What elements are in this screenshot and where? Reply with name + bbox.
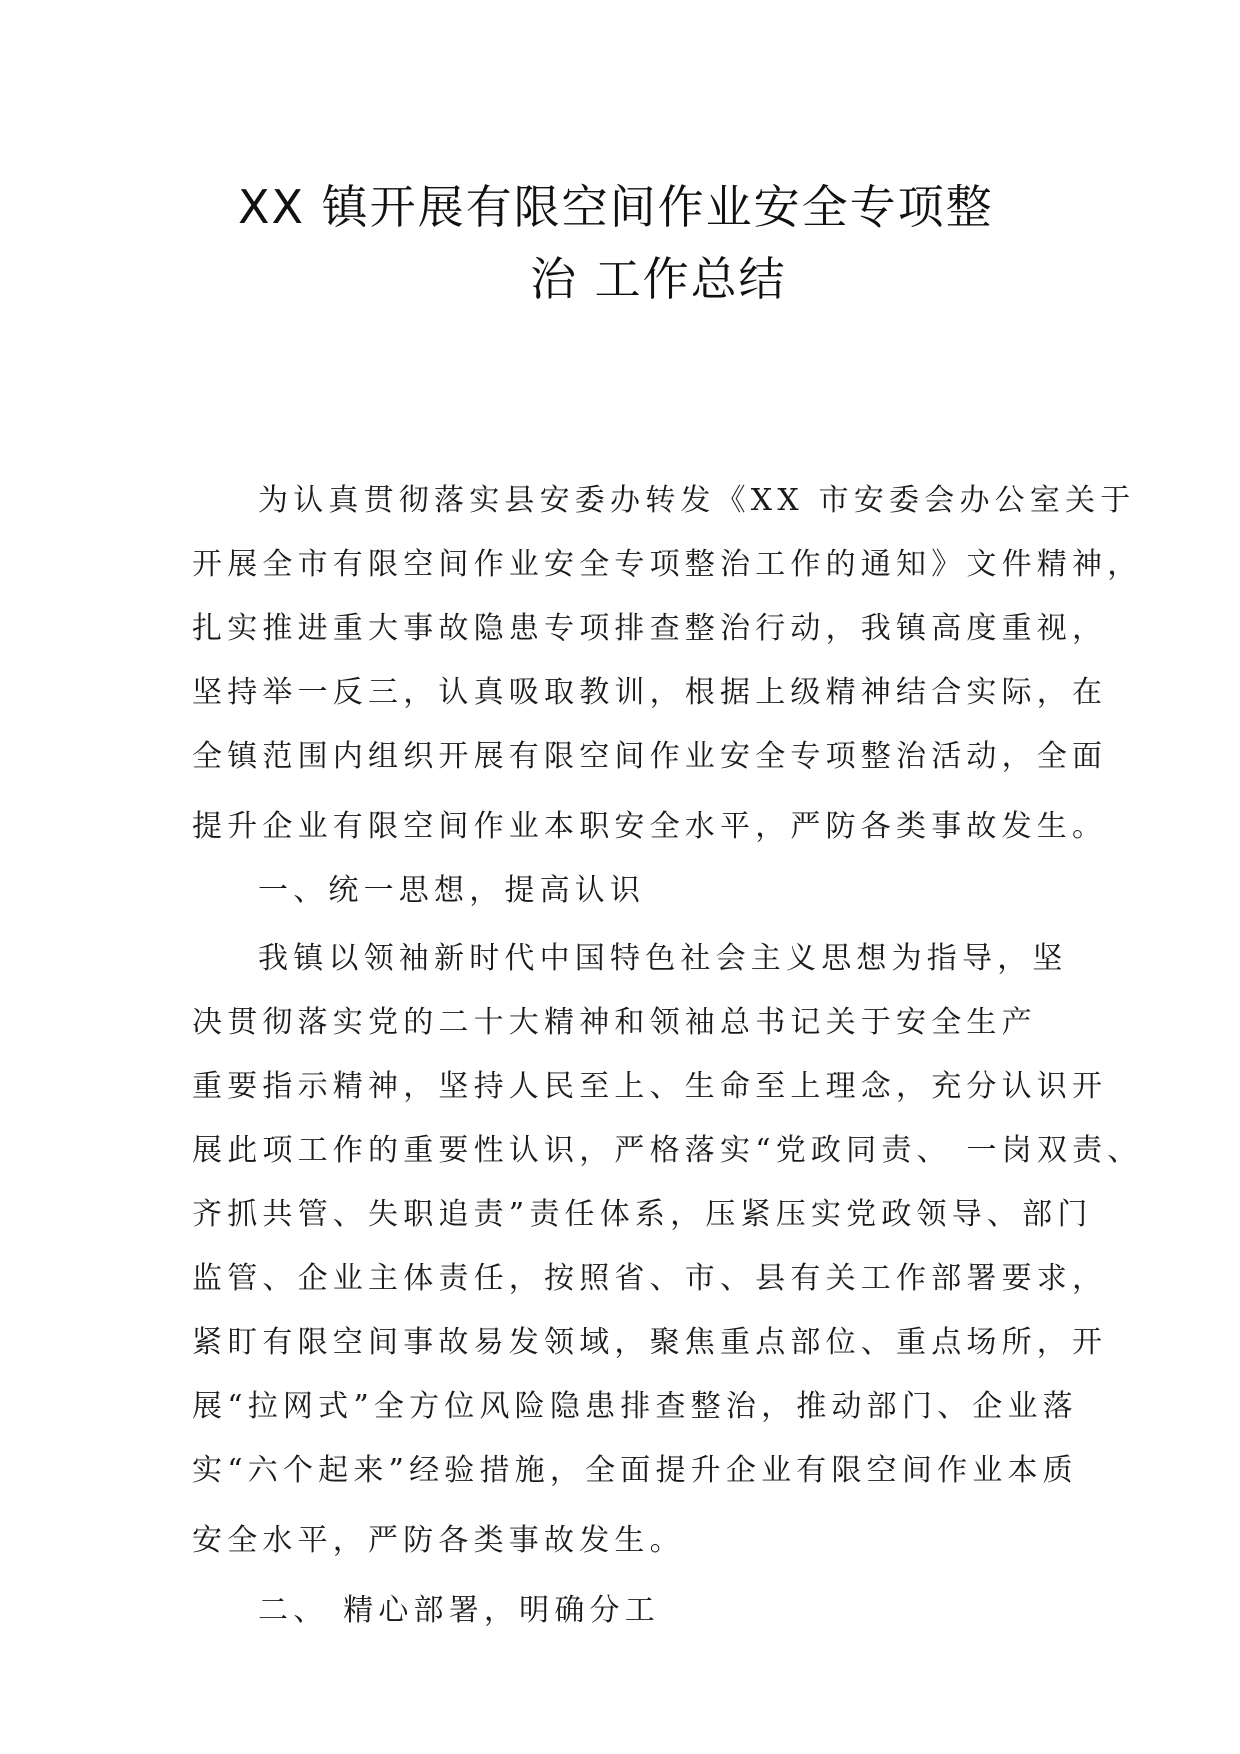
paragraph-line: 开展全市有限空间作业安全专项整治工作的通知》文件精神，	[192, 547, 1143, 582]
paragraph-line: 重要指示精神，坚持人民至上、生命至上理念，充分认识开	[192, 1069, 1108, 1104]
paragraph-line: 决贯彻落实党的二十大精神和领袖总书记关于安全生产	[192, 1005, 1037, 1040]
paragraph-line: 提升企业有限空间作业本职安全水平，严防各类事故发生。	[192, 809, 1108, 844]
document-title-line-2: 治 工作总结	[530, 252, 787, 306]
paragraph-line: 展“拉网式”全方位风险隐患排查整治，推动部门、企业落	[192, 1389, 1078, 1424]
paragraph-line: 监管、企业主体责任，按照省、市、县有关工作部署要求，	[192, 1261, 1108, 1296]
section-heading: 一、统一思想，提高认识	[258, 873, 646, 908]
paragraph-line: 展此项工作的重要性认识，严格落实“党政同责、 一岗双责、	[192, 1133, 1143, 1168]
paragraph-line: 实“六个起来”经验措施，全面提升企业有限空间作业本质	[192, 1453, 1078, 1488]
paragraph-line: 紧盯有限空间事故易发领域，聚焦重点部位、重点场所，开	[192, 1325, 1108, 1360]
paragraph-line: 安全水平，严防各类事故发生。	[192, 1523, 685, 1558]
paragraph-line: 坚持举一反三，认真吸取教训，根据上级精神结合实际，在	[192, 675, 1108, 710]
paragraph-line: 为认真贯彻落实县安委办转发《XX 市安委会办公室关于	[258, 483, 1136, 518]
document-title-line-1: XX 镇开展有限空间作业安全专项整	[238, 180, 994, 234]
paragraph-line: 齐抓共管、失职追责”责任体系，压紧压实党政领导、部门	[192, 1197, 1093, 1232]
section-heading: 二、 精心部署，明确分工	[258, 1593, 660, 1628]
paragraph-line: 扎实推进重大事故隐患专项排查整治行动，我镇高度重视，	[192, 611, 1108, 646]
paragraph-line: 全镇范围内组织开展有限空间作业安全专项整治活动，全面	[192, 739, 1108, 774]
paragraph-line: 我镇以领袖新时代中国特色社会主义思想为指导，坚	[258, 941, 1068, 976]
